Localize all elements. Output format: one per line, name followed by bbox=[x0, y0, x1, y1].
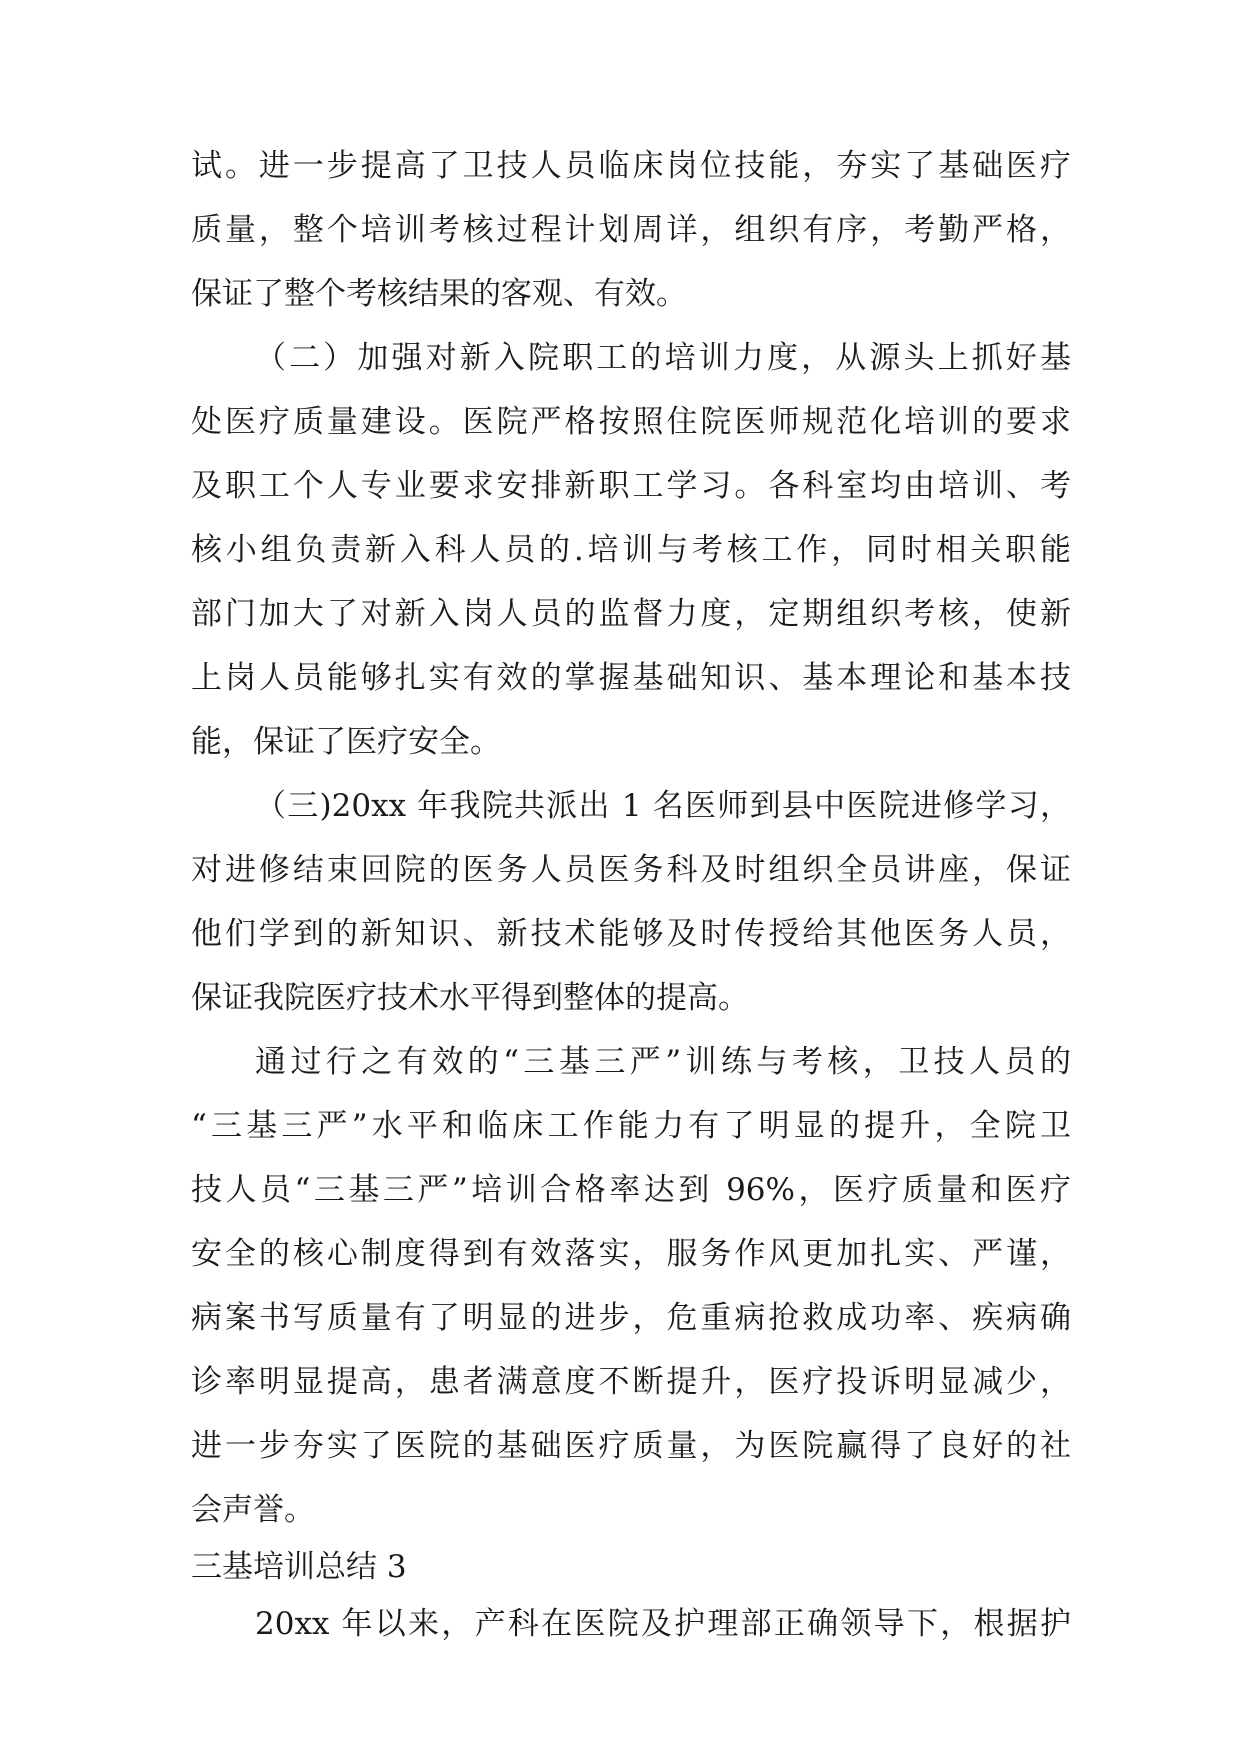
text-line: 诊率明显提高，患者满意度不断提升，医疗投诉明显减少， bbox=[191, 1364, 1071, 1400]
text-line: 处医疗质量建设。医院严格按照住院医师规范化培训的要求 bbox=[191, 404, 1071, 440]
text-line: 进一步夯实了医院的基础医疗质量，为医院赢得了良好的社 bbox=[191, 1428, 1071, 1464]
text-line: 保证我院医疗技术水平得到整体的提高。 bbox=[191, 980, 749, 1016]
text-line: 质量，整个培训考核过程计划周详，组织有序，考勤严格， bbox=[191, 212, 1071, 248]
text-line: 他们学到的新知识、新技术能够及时传授给其他医务人员， bbox=[191, 916, 1071, 952]
text-line: “三基三严”水平和临床工作能力有了明显的提升，全院卫 bbox=[191, 1108, 1071, 1144]
text-line: 保证了整个考核结果的客观、有效。 bbox=[191, 276, 687, 312]
text-line: （三)20xx 年我院共派出 1 名医师到县中医院进修学习， bbox=[255, 788, 1071, 824]
text-line: 能，保证了医疗安全。 bbox=[191, 724, 501, 760]
text-line: 对进修结束回院的医务人员医务科及时组织全员讲座，保证 bbox=[191, 852, 1071, 888]
text-line: 上岗人员能够扎实有效的掌握基础知识、基本理论和基本技 bbox=[191, 660, 1071, 696]
text-line: 核小组负责新入科人员的.培训与考核工作，同时相关职能 bbox=[191, 532, 1071, 568]
text-line: 及职工个人专业要求安排新职工学习。各科室均由培训、考 bbox=[191, 468, 1071, 504]
text-line: （二）加强对新入院职工的培训力度，从源头上抓好基 bbox=[255, 340, 1071, 376]
text-line: 病案书写质量有了明显的进步，危重病抢救成功率、疾病确 bbox=[191, 1300, 1071, 1336]
text-line: 技人员“三基三严”培训合格率达到 96%，医疗质量和医疗 bbox=[191, 1172, 1071, 1208]
text-line: 试。进一步提高了卫技人员临床岗位技能，夯实了基础医疗 bbox=[191, 148, 1071, 184]
text-line: 20xx 年以来，产科在医院及护理部正确领导下，根据护 bbox=[255, 1606, 1071, 1642]
text-line: 部门加大了对新入岗人员的监督力度，定期组织考核，使新 bbox=[191, 596, 1071, 632]
text-line: 通过行之有效的“三基三严”训练与考核，卫技人员的 bbox=[255, 1044, 1071, 1080]
section-heading: 三基培训总结 3 bbox=[191, 1549, 407, 1585]
text-line: 会声誉。 bbox=[191, 1492, 315, 1528]
text-line: 安全的核心制度得到有效落实，服务作风更加扎实、严谨， bbox=[191, 1236, 1071, 1272]
